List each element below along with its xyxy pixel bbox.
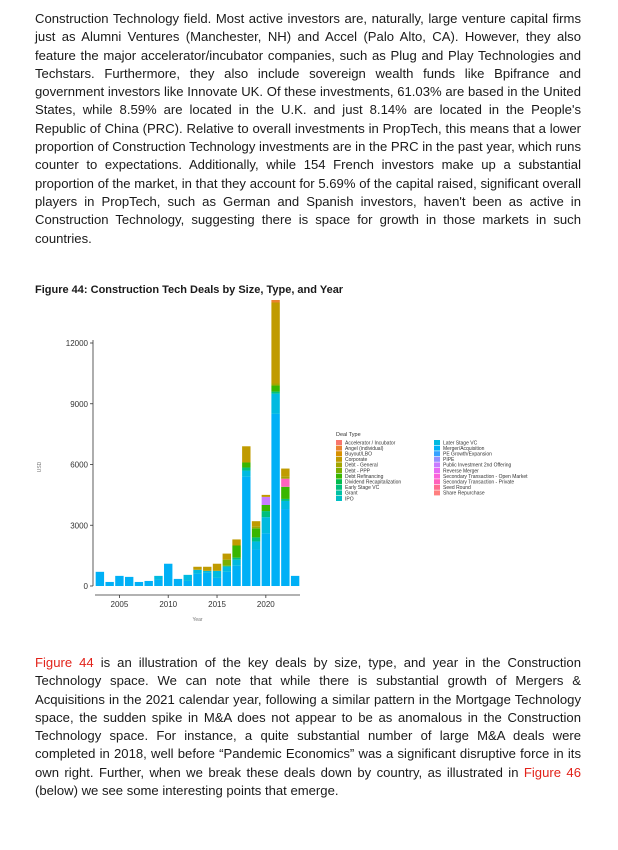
figure-44-link[interactable]: Figure 44 [35,655,94,670]
bar-segment [154,576,162,580]
bar-segment [281,499,289,501]
bar-segment [242,468,250,471]
analysis-paragraph [35,654,581,800]
bar-segment [184,575,192,581]
y-tick-label: 3000 [70,521,88,531]
bar-segment [193,570,201,574]
bar-segment [252,541,260,549]
legend-label: Merger/Acquisition [443,445,485,452]
bar-segment [281,479,289,487]
legend-label: PIPE [443,457,455,464]
analysis-text-1: is an illustration of the key deals by size, type, and year in the Construction Technology space. We can note that while there is substantial growth of Mergers & Acquisitions in the 2021 calendar year, following a similar pattern in the Mortgage Technology space, the sudden spike in M&A does not appear to be as anomalous in the Construction Technology space. For instance, a quite substantial number of large M&A deals were completed in 2018, well before “Pandemic Economics” was a significant disruptive force in its own right. Further, when we break these deals down by country, as illustrated in [35,655,581,780]
legend-label: Reverse Merger [443,468,479,475]
bar-segment [281,509,289,586]
bar-segment [193,574,201,586]
bar-segment [271,384,279,386]
legend-swatch [434,474,440,479]
bar-segment [271,303,279,384]
bar-segment [223,566,231,567]
bar-segment [271,300,279,303]
legend-label: IPO [345,496,354,503]
bar-segment [262,533,270,586]
legend-label: Grant [345,490,358,497]
x-tick-label: 2020 [256,600,275,609]
legend-swatch [336,468,342,473]
bar-segment [242,477,250,586]
bar-segment [281,487,289,499]
bar-segment [242,471,250,477]
y-tick-label: 12000 [65,339,88,348]
legend-label: Debt - PPP [345,468,371,475]
bar-segment [232,539,240,545]
bar-segment [262,497,270,505]
y-tick-label: 6000 [70,460,88,470]
bar-segment [223,554,231,560]
bar-segment [271,414,279,586]
bar-segment [213,571,221,578]
analysis-text-2: (below) we see some interesting points that emerge. [35,783,339,799]
bar-segment [232,558,240,560]
bar-segment [252,528,260,537]
bar-segment [193,567,201,570]
figure-46-link[interactable]: Figure 46 [523,764,581,780]
bar-segment [164,564,172,586]
bar-segment [252,537,260,541]
bar-segment [232,560,240,566]
legend-label: Public Investment 2nd Offering [443,462,512,469]
legend-swatch [434,468,440,473]
bar-segment [174,579,182,586]
bar-segment [262,495,270,497]
bar-segment [144,581,152,586]
legend-swatch [336,479,342,484]
legend-label: Secondary Transaction - Private [443,479,515,486]
bar-segment [154,580,162,586]
legend-label: Secondary Transaction - Open Market [443,473,528,480]
bar-segment [252,521,260,526]
y-axis-label: USD [37,461,43,473]
bar-segment [203,573,211,586]
bar-segment [115,576,123,586]
bar-segment [281,469,289,477]
legend-swatch [336,457,342,462]
bar-segment [262,517,270,533]
bar-segment [281,501,289,509]
legend-swatch [336,451,342,456]
x-axis-label: Year [192,617,203,623]
figure-title: Figure 44: Construction Tech Deals by Size, Type, and Year [35,284,344,296]
legend-label: Share Repurchase [443,490,485,497]
legend-label: Seed Round [443,485,471,492]
bar-segment [105,582,113,586]
legend-label: Buyout/LBO [345,451,372,458]
bar-segment [271,386,279,392]
legend-swatch [336,485,342,490]
legend-swatch [434,479,440,484]
legend-swatch [336,446,342,451]
legend-swatch [434,462,440,467]
legend-label: Early Stage VC [345,485,380,492]
legend-swatch [434,485,440,490]
bar-segment [213,578,221,586]
bar-segment [281,477,289,479]
legend-label: Angel (individual) [345,445,384,452]
bar-segment [232,546,240,558]
legend-label: Accelerator / Incubator [345,440,396,447]
x-tick-label: 2005 [110,600,129,609]
bar-segment [203,571,211,573]
bar-segment [232,566,240,586]
bar-segment [271,392,279,394]
intro-paragraph: Construction Technology field. Most active investors are, naturally, large venture capital firms just as Alumni Ventures (Manchester, NH) and Accel (Palo Alto, CA). However, they also feature the major accelerator/incubator companies, such as Plug and Play Technologies and Techstars. Furthermore, they also include sovereign wealth funds like Bpifrance and government investors like Innovate UK. Of these investments, 61.03% are based in the United States, while 8.59% are located in the U.K. and just 8.14% are located in the People's Republic of China (PRC). Relative to overall investments in PropTech, this means that a lower proportion of Construction Technology investments are in the PRC in the past year, which runs counter to expectations. Additionally, while 154 French investors make up a substantial proportion of the market, in that they account for 5.69% of the capital raised, significant overall players in PropTech, such as German and Spanish investors, haven't been as active in Construction Technology, suggesting there is space for growth in those markets in such countries. [35,11,581,246]
legend-label: Corporate [345,457,368,464]
x-tick-label: 2010 [159,600,178,609]
legend-swatch [336,440,342,445]
bar-segment [184,581,192,586]
legend-label: Later Stage VC [443,440,478,447]
legend-swatch [434,490,440,495]
legend-title: Deal Type [336,432,361,438]
legend-swatch [434,457,440,462]
bar-segment [223,567,231,572]
legend-label: PE Growth/Expansion [443,451,492,458]
stacked-bar-chart [0,300,618,630]
bar-segment [223,560,231,566]
bar-segment [125,577,133,586]
legend-swatch [336,490,342,495]
legend-swatch [336,462,342,467]
legend-label: Debt Refinancing [345,473,384,480]
x-tick-label: 2015 [208,600,226,609]
bar-segment [252,526,260,528]
legend-label: Debt - General [345,462,378,469]
legend-swatch [434,440,440,445]
bar-segment [252,550,260,586]
bar-segment [223,572,231,586]
bar-segment [96,572,104,586]
legend-swatch [434,446,440,451]
y-tick-label: 9000 [70,399,88,409]
legend-swatch [336,474,342,479]
bar-segment [291,576,299,586]
legend-swatch [336,496,342,501]
bar-segment [213,564,221,571]
bar-segment [135,582,143,586]
y-tick-label: 0 [83,582,88,591]
bar-segment [271,394,279,414]
bar-segment [262,511,270,517]
bar-segment [242,462,250,467]
legend-swatch [434,451,440,456]
bar-segment [262,505,270,511]
legend-label: Dividend Recapitalization [345,479,402,486]
bar-segment [203,567,211,571]
bar-segment [242,446,250,462]
